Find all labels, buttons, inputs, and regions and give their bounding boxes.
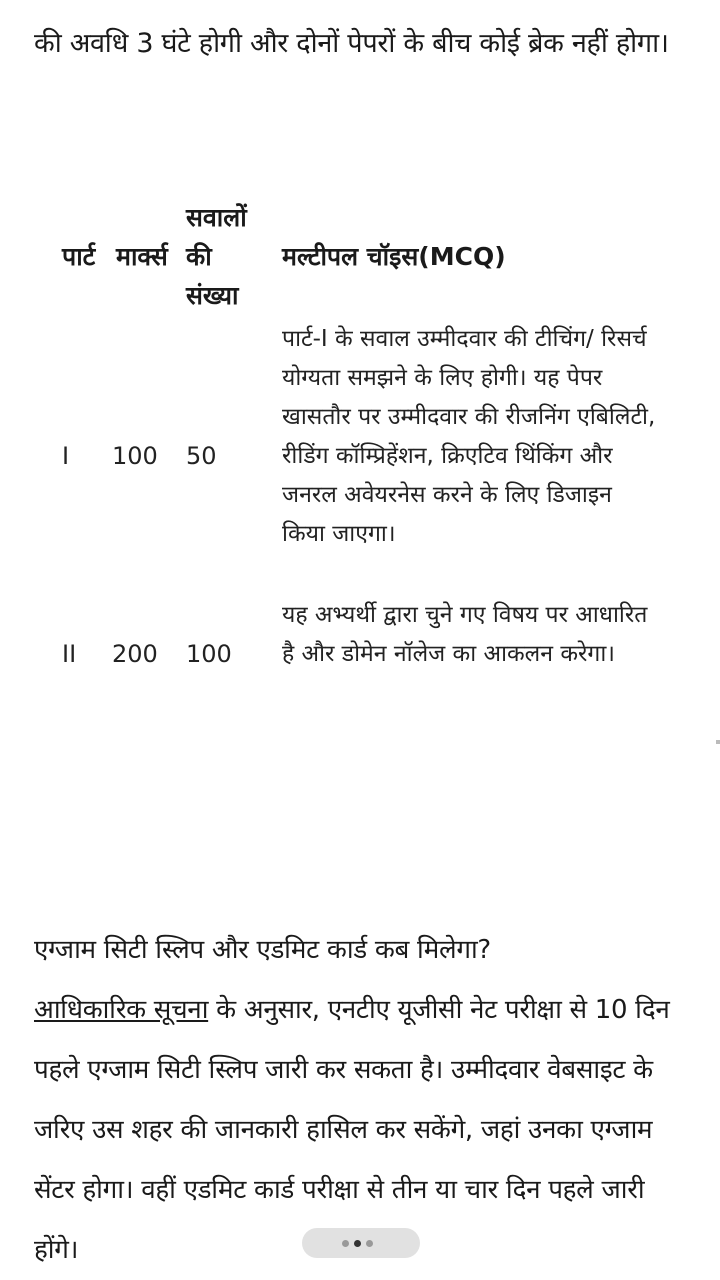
pager-dot-icon	[366, 1240, 373, 1247]
row1-marks: 100	[112, 442, 158, 470]
row2-description: यह अभ्यर्थी द्वारा चुने गए विषय पर आधारित है और डोमेन नॉलेज का आकलन करेगा।	[282, 602, 648, 667]
official-notice-link[interactable]: आधिकारिक सूचना	[34, 995, 209, 1025]
floating-pager-pill[interactable]	[302, 1228, 420, 1258]
header-questions: सवालों की संख्या	[186, 203, 247, 310]
header-mcq: मल्टीपल चॉइस(MCQ)	[282, 242, 506, 271]
row2-questions: 100	[186, 640, 232, 668]
row1-part: I	[62, 442, 70, 470]
row2-marks: 200	[112, 640, 158, 668]
pager-dot-active-icon	[354, 1240, 361, 1247]
section-heading: एग्जाम सिटी स्लिप और एडमिट कार्ड कब मिलेगा?	[34, 935, 491, 965]
row1-questions: 50	[186, 442, 217, 470]
header-marks: मार्क्स	[116, 242, 168, 271]
row1-description: पार्ट-I के सवाल उम्मीदवार की टीचिंग/ रिसर्च योग्यता समझने के लिए होगी। यह पेपर खासतौर पर उम्मीदवार की रीजनिंग एबिलिटी, रीडिंग कॉम्प्रिहेंशन, क्रिएटिव थिंकिंग और जनरल अवेयरनेस करने के लिए डिजाइन किया जाएगा।	[282, 326, 656, 547]
header-part: पार्ट	[62, 242, 96, 271]
scroll-indicator	[716, 740, 720, 744]
row2-part: II	[62, 640, 77, 668]
section-body-text: के अनुसार, एनटीए यूजीसी नेट परीक्षा से 10 दिन पहले एग्जाम सिटी स्लिप जारी कर सकता है। उम्मीदवार वेबसाइट के जरिए उस शहर की जानकारी हासिल कर सकेंगे, जहां उनका एग्जाम सेंटर होगा। वहीं एडमिट कार्ड परीक्षा से तीन या चार दिन पहले जारी होंगे।	[34, 995, 670, 1265]
pager-dot-icon	[342, 1240, 349, 1247]
intro-paragraph: की अवधि 3 घंटे होगी और दोनों पेपरों के बीच कोई ब्रेक नहीं होगा।	[34, 28, 669, 59]
admit-card-section	[34, 920, 694, 1280]
